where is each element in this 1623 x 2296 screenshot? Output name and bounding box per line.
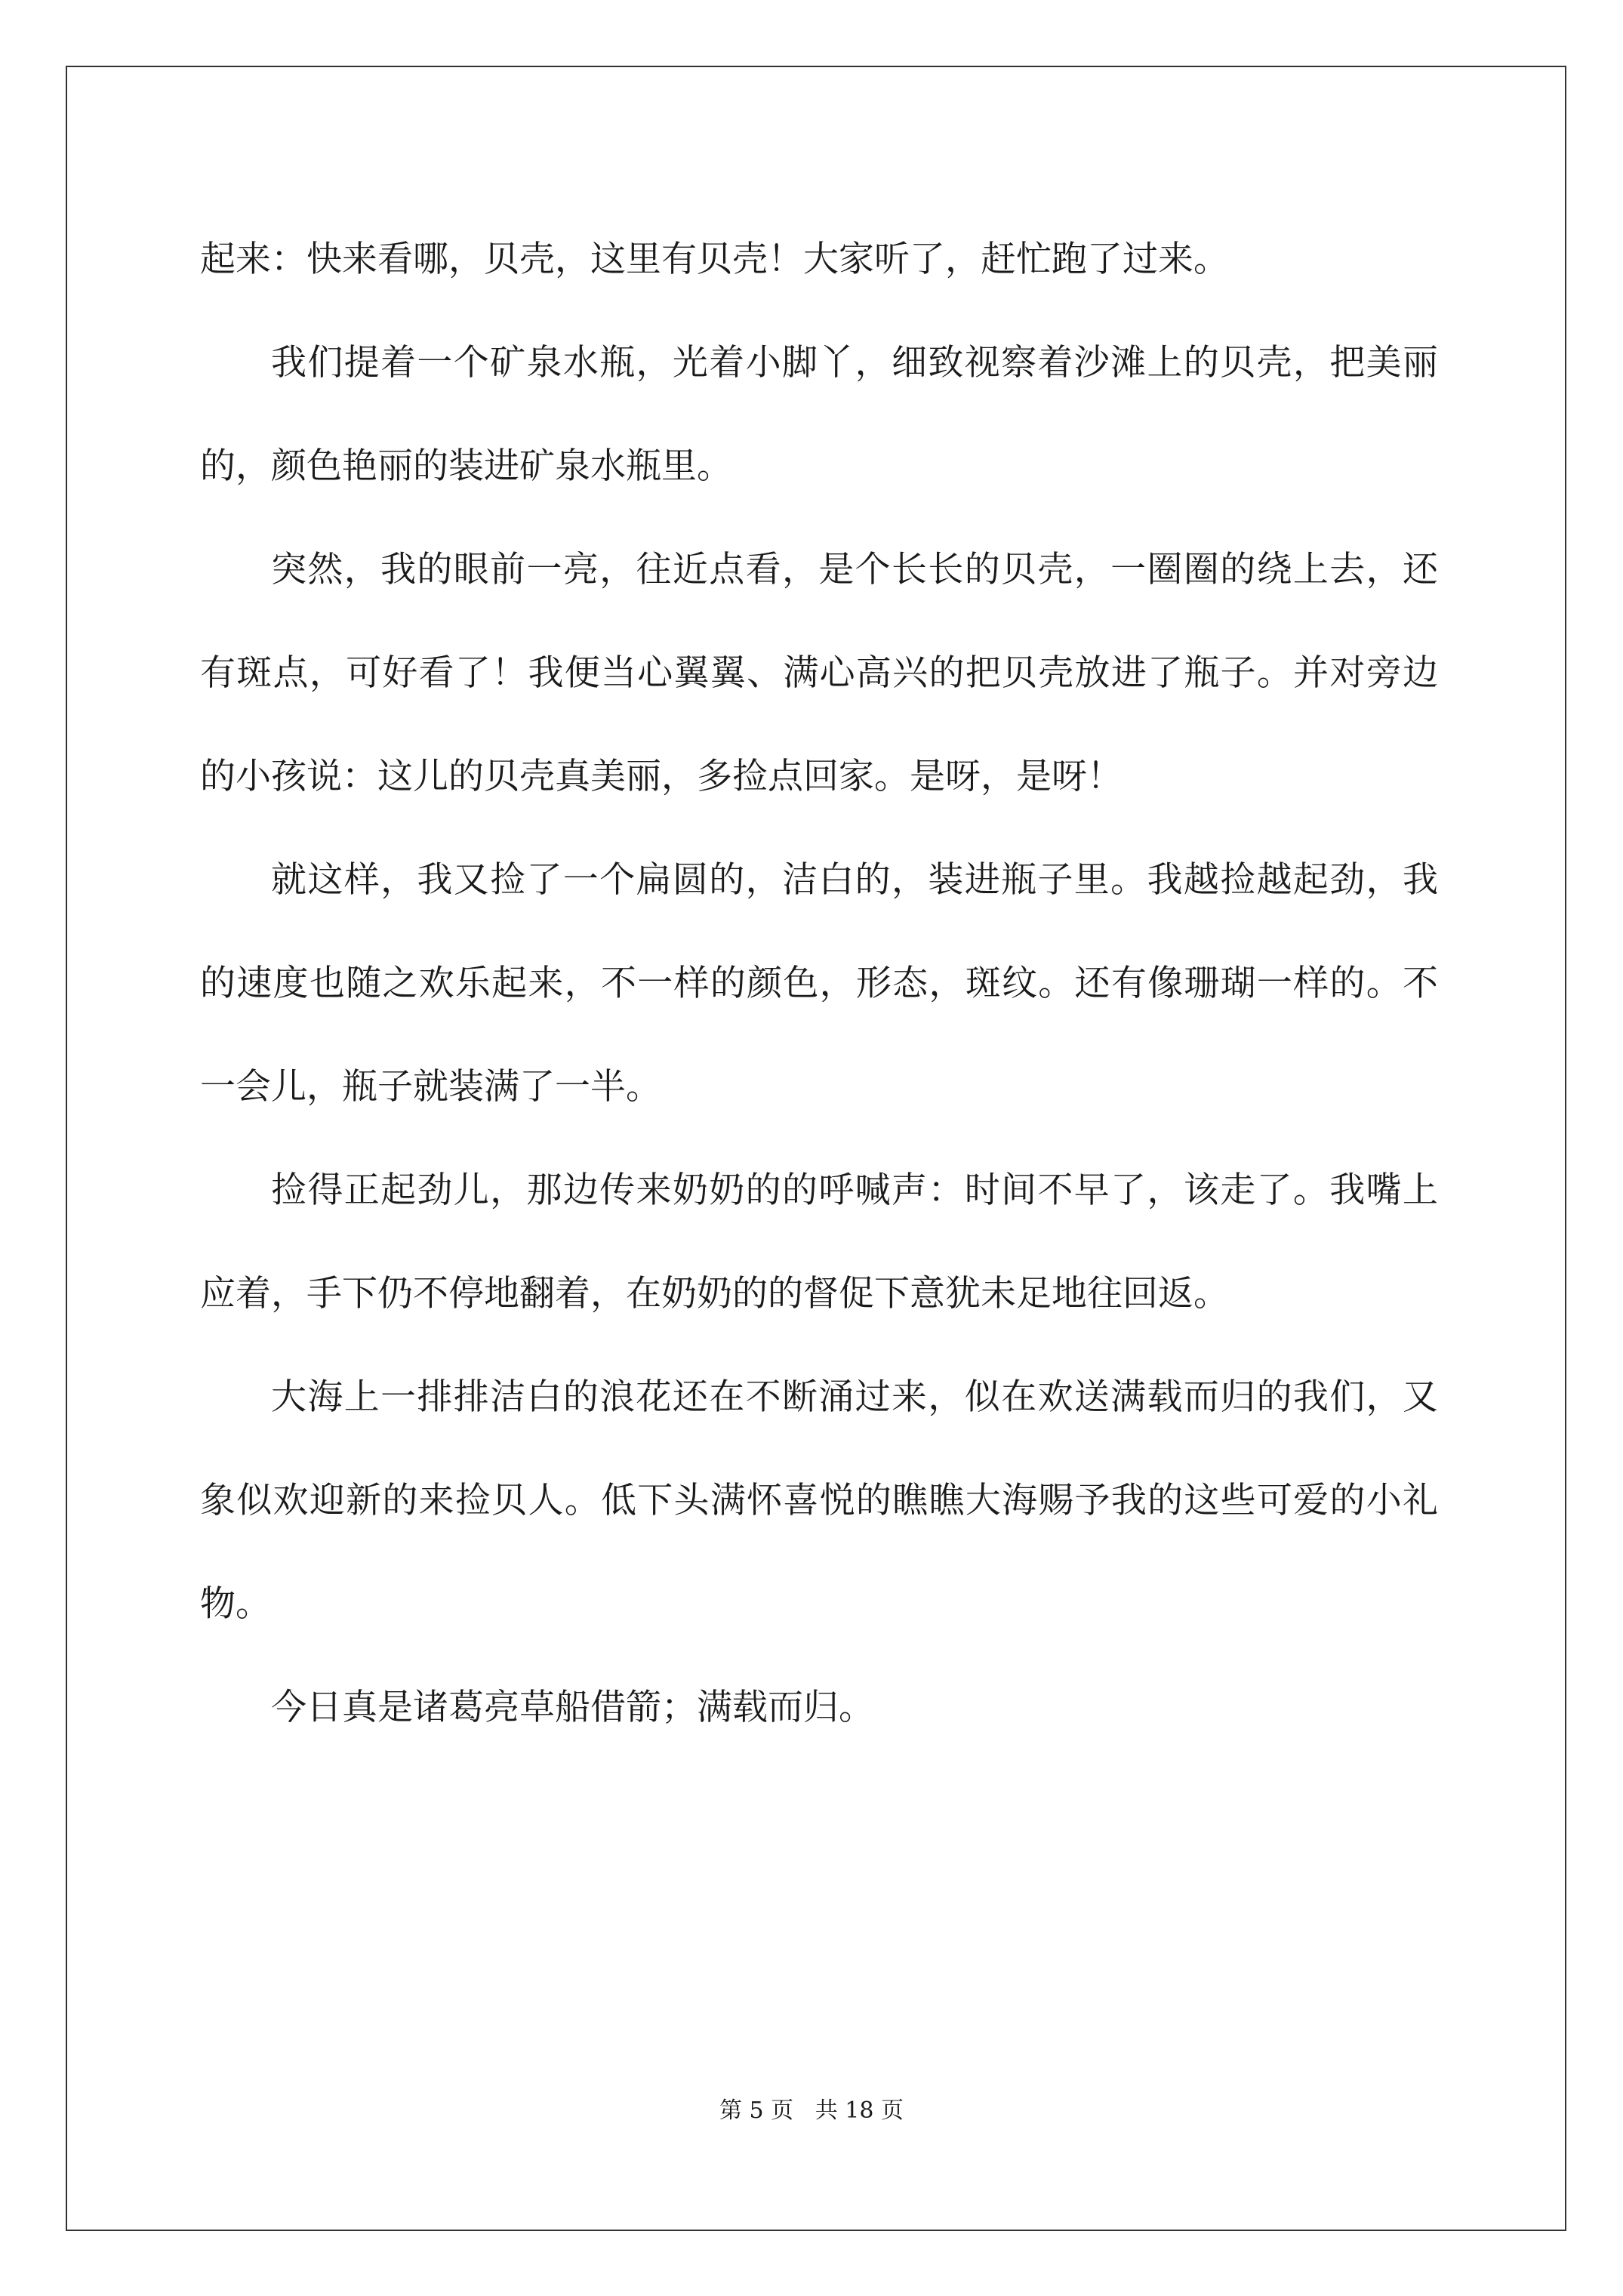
paragraph-3: 突然，我的眼前一亮，往近点看，是个长长的贝壳，一圈圈的绕上去，还有斑点，可好看了！我便当心翼翼、满心高兴的把贝壳放进了瓶子。并对旁边的小孩说：这儿的贝壳真美丽，多捡点回家。是呀，是呀！ <box>200 549 1438 797</box>
paragraph-4: 就这样，我又捡了一个扁圆的，洁白的，装进瓶子里。我越捡越起劲，我的速度也随之欢乐起来，不一样的颜色，形态，斑纹。还有像珊瑚一样的。不一会儿，瓶子就装满了一半。 <box>200 859 1438 1108</box>
document-body <box>200 208 1438 1759</box>
page-number-footer: 第 5 页 共 18 页 <box>719 2097 904 2124</box>
paragraph-6: 大海上一排排洁白的浪花还在不断涌过来，似在欢送满载而归的我们，又象似欢迎新的来捡贝人。低下头满怀喜悦的瞧瞧大海赐予我的这些可爱的小礼物。 <box>200 1376 1438 1625</box>
paragraph-5: 捡得正起劲儿，那边传来奶奶的的呼喊声：时间不早了，该走了。我嘴上应着，手下仍不停地翻着，在奶奶的的督促下意犹未足地往回返。 <box>200 1170 1438 1314</box>
paragraph-7: 今日真是诸葛亮草船借箭；满载而归。 <box>271 1687 874 1728</box>
paragraph-1: 起来：快来看哪，贝壳，这里有贝壳！大家听了，赶忙跑了过来。 <box>200 239 1229 280</box>
paragraph-2: 我们提着一个矿泉水瓶，光着小脚丫，细致视察着沙滩上的贝壳，把美丽的，颜色艳丽的装进矿泉水瓶里。 <box>200 342 1438 487</box>
